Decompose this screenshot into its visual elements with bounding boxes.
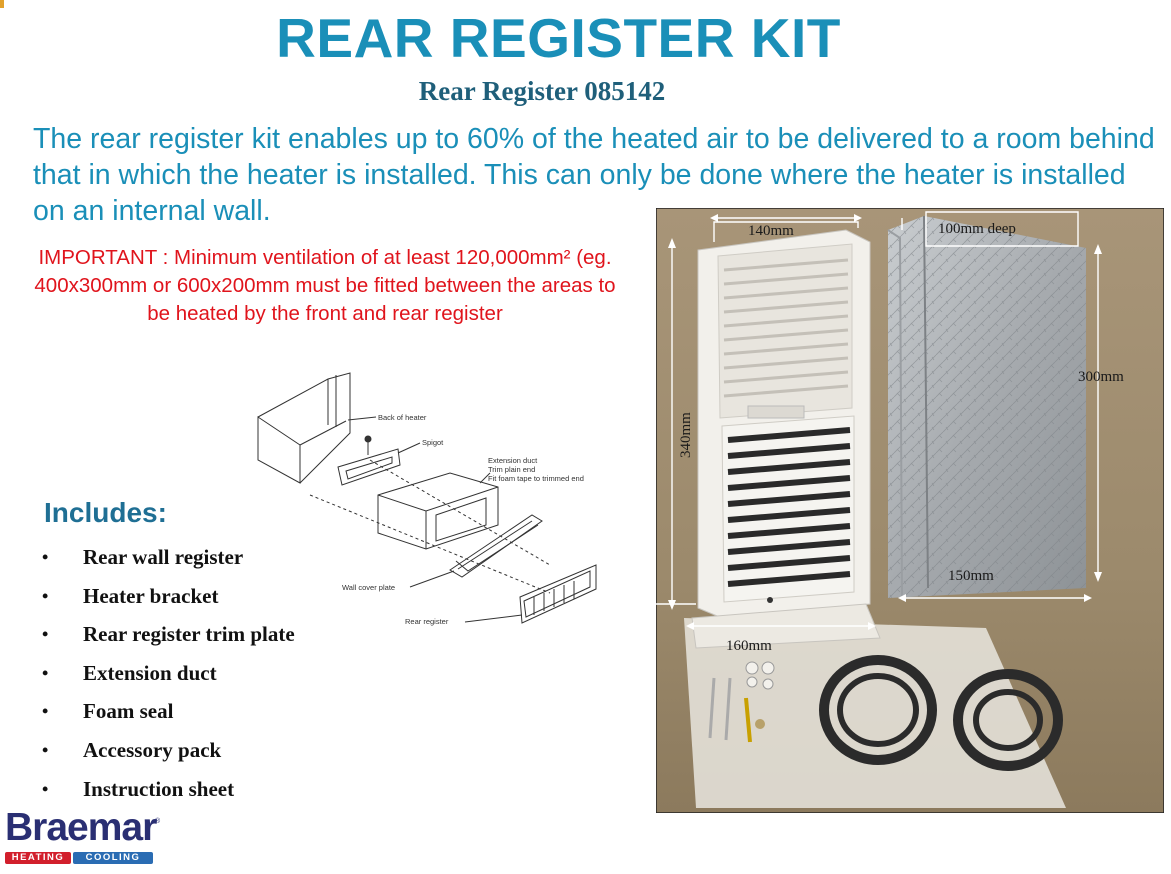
dim-100mm-deep: 100mm deep — [938, 221, 1016, 237]
logo-wordmark: Braemar — [5, 806, 157, 849]
dim-140mm: 140mm — [748, 223, 794, 239]
bullet-icon: • — [42, 547, 49, 567]
intro-paragraph: The rear register kit enables up to 60% of the heated air to be delivered to a room behind that in which the heater is installed. This can only be done where the heater is installed on an internal wall. — [33, 123, 1155, 227]
rear-register-image — [698, 230, 870, 618]
extension-duct-image — [888, 216, 1086, 598]
list-item: • Heater bracket — [40, 580, 295, 619]
list-item: • Foam seal — [40, 695, 295, 734]
bullet-icon: • — [42, 778, 49, 799]
page-title: REAR REGISTER KIT — [276, 7, 841, 69]
includes-list — [40, 541, 295, 811]
page-subtitle: Rear Register 085142 — [418, 76, 666, 106]
dim-300mm: 300mm — [1078, 369, 1124, 385]
bullet-icon: • — [42, 585, 49, 606]
dim-340mm: 340mm — [678, 412, 694, 458]
bullet-icon: • — [42, 701, 49, 722]
label-rear-register: Rear register — [405, 617, 449, 626]
important-notice: IMPORTANT : Minimum ventilation of at least 120,000mm² (eg. 400x300mm or 600x200mm must be fitted between the areas to be heated by the front and rear register — [34, 246, 616, 325]
list-item: • Rear wall register — [40, 541, 295, 580]
list-item: • Extension duct — [40, 657, 295, 696]
label-extension-duct: Extension duct — [488, 456, 538, 465]
list-item: • Accessory pack — [40, 734, 295, 773]
label-trim-plain: Trim plain end — [488, 465, 536, 474]
bullet-icon: • — [42, 662, 49, 683]
list-item: • Rear register trim plate — [40, 618, 295, 657]
includes-heading: Includes: — [44, 497, 167, 528]
bullet-icon: • — [42, 739, 49, 760]
registered-mark-icon: ® — [155, 818, 161, 825]
product-photo — [656, 208, 1164, 813]
label-spigot: Spigot — [422, 438, 444, 447]
bullet-icon: • — [42, 624, 49, 645]
logo-heating-bar: HEATING — [5, 852, 71, 864]
list-item: • Instruction sheet — [40, 773, 295, 812]
braemar-logo — [5, 808, 165, 868]
label-wall-cover: Wall cover plate — [342, 583, 396, 592]
label-fit-foam: Fit foam tape to trimmed end — [488, 474, 584, 483]
logo-cooling-bar: COOLING — [73, 852, 153, 864]
exploded-diagram — [250, 365, 610, 640]
dim-150mm: 150mm — [948, 568, 994, 584]
dim-160mm: 160mm — [726, 638, 772, 654]
label-back-of-heater: Back of heater — [378, 413, 427, 422]
